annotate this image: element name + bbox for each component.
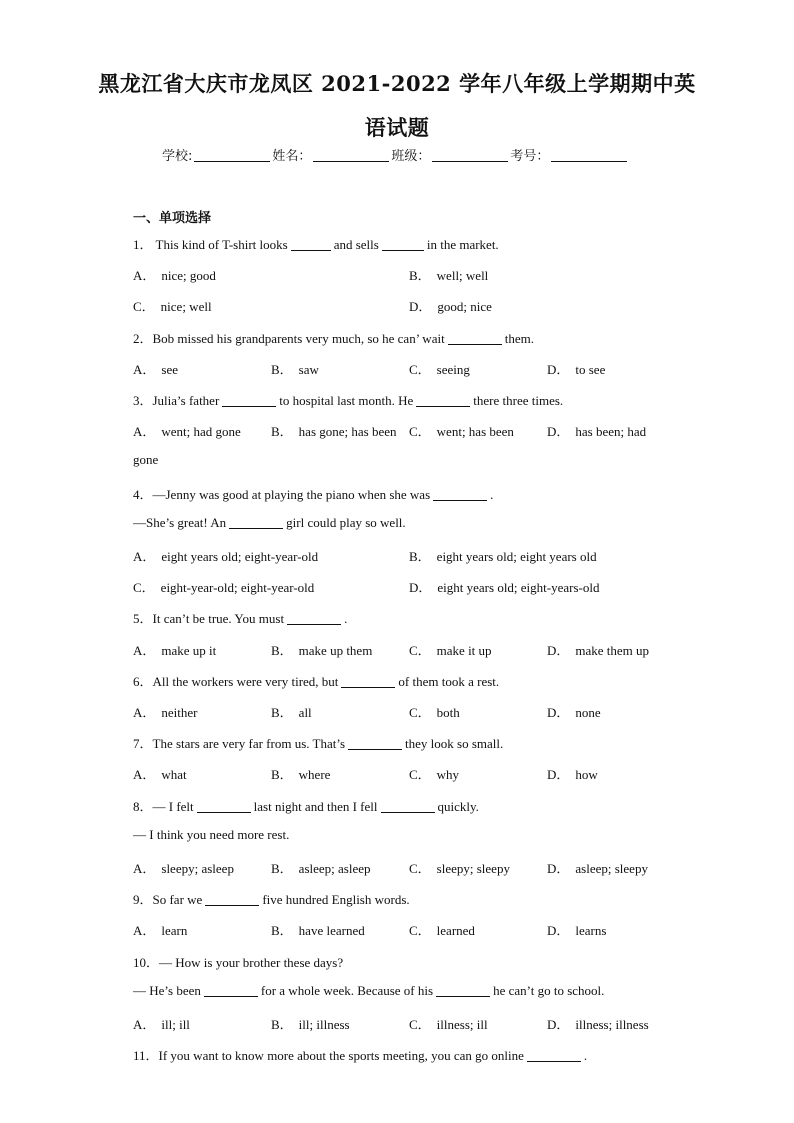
option-text: ill; ill	[161, 1017, 190, 1032]
option-text: good; nice	[437, 299, 492, 314]
question-text: 10．— How is your brother these days?	[133, 955, 344, 970]
class-blank[interactable]	[432, 147, 508, 162]
document-title-line1: 黑龙江省大庆市龙凤区 2021-2022 学年八年级上学期期中英	[98, 71, 696, 96]
option-letter: A．	[133, 705, 156, 720]
option-text: make up them	[298, 643, 373, 658]
option-a	[133, 421, 241, 440]
question-text: there three times.	[473, 393, 564, 408]
option-text: nice; good	[161, 268, 216, 283]
question-4	[133, 484, 493, 503]
option-c	[409, 858, 510, 877]
option-text: learned	[436, 923, 475, 938]
option-letter: D．	[547, 643, 570, 658]
question-text: five hundred English words.	[262, 892, 410, 907]
answer-blank	[416, 393, 470, 407]
option-c	[409, 764, 459, 783]
option-text: eight years old; eight years old	[436, 549, 597, 564]
option-text: eight years old; eight-years-old	[437, 580, 600, 595]
option-a	[133, 702, 197, 721]
option-d	[409, 577, 599, 596]
question-text: 4．—Jenny was good at playing the piano when she was	[133, 487, 431, 502]
exam-number-label: 考号：	[510, 149, 550, 164]
option-text: eight years old; eight-year-old	[161, 549, 319, 564]
option-text: how	[575, 767, 598, 782]
option-text: asleep; asleep	[298, 861, 371, 876]
option-c	[409, 920, 475, 939]
option-text: what	[161, 767, 187, 782]
answer-blank	[204, 983, 258, 997]
option-a	[133, 265, 216, 284]
option-text: nice; well	[160, 299, 212, 314]
question-text: to hospital last month. He	[279, 393, 414, 408]
option-text: went; has been	[436, 424, 514, 439]
option-letter: C．	[409, 923, 431, 938]
answer-blank	[341, 674, 395, 688]
option-a	[133, 1014, 190, 1033]
question-text: .	[490, 487, 494, 502]
option-text: none	[575, 705, 601, 720]
answer-blank	[197, 799, 251, 813]
option-b	[409, 546, 597, 565]
option-letter: A．	[133, 362, 156, 377]
option-letter: A．	[133, 424, 156, 439]
option-c	[409, 359, 470, 378]
option-a	[133, 640, 216, 659]
question-text: 3．Julia’s father	[133, 393, 220, 408]
option-d	[547, 640, 649, 659]
question-8-reply	[133, 827, 289, 843]
option-d	[547, 764, 598, 783]
option-letter: D．	[547, 705, 570, 720]
option-text: gone	[133, 452, 159, 467]
option-letter: D．	[547, 362, 570, 377]
question-4-reply	[133, 515, 406, 531]
answer-blank	[527, 1048, 581, 1062]
option-b	[271, 640, 372, 659]
name-label: 姓名：	[272, 149, 312, 164]
option-letter: D．	[547, 1017, 570, 1032]
option-letter: B．	[271, 1017, 293, 1032]
option-text: eight-year-old; eight-year-old	[160, 580, 315, 595]
question-text: — I think you need more rest.	[133, 827, 290, 842]
option-letter: C．	[409, 362, 431, 377]
question-text: quickly.	[437, 799, 479, 814]
option-text: illness; ill	[436, 1017, 488, 1032]
answer-blank	[348, 736, 402, 750]
option-letter: B．	[271, 362, 293, 377]
option-c	[133, 577, 314, 596]
name-blank[interactable]	[313, 147, 389, 162]
option-text: make it up	[436, 643, 492, 658]
option-text: where	[298, 767, 331, 782]
student-info-line	[162, 145, 629, 164]
option-b	[271, 1014, 350, 1033]
question-text: in the market.	[426, 237, 499, 252]
option-c	[409, 1014, 488, 1033]
question-text: — He’s been	[133, 983, 201, 998]
option-text: well; well	[436, 268, 489, 283]
option-wrap	[133, 452, 158, 468]
question-text: of them took a rest.	[398, 674, 500, 689]
option-c	[409, 640, 492, 659]
question-text: they look so small.	[405, 736, 504, 751]
option-letter: B．	[271, 923, 293, 938]
answer-blank	[433, 487, 487, 501]
question-text: last night and then I fell	[253, 799, 378, 814]
option-d	[409, 296, 492, 315]
answer-blank	[287, 611, 341, 625]
question-text: —She’s great! An	[133, 515, 227, 530]
option-text: make them up	[575, 643, 650, 658]
option-a	[133, 546, 318, 565]
option-letter: C．	[409, 705, 431, 720]
option-d	[547, 920, 606, 939]
option-text: sleepy; asleep	[161, 861, 234, 876]
question-text: he can’t go to school.	[493, 983, 605, 998]
option-d	[547, 858, 648, 877]
option-letter: A．	[133, 549, 156, 564]
option-letter: D．	[547, 923, 570, 938]
option-a	[133, 920, 187, 939]
option-b	[271, 359, 319, 378]
option-letter: D．	[547, 424, 570, 439]
question-text: them.	[504, 331, 534, 346]
question-text: 8．— I felt	[133, 799, 194, 814]
option-letter: A．	[133, 643, 156, 658]
question-text: 11．If you want to know more about the sports meeting, you can go online	[133, 1048, 524, 1063]
option-text: see	[161, 362, 178, 377]
option-b	[271, 858, 371, 877]
question-11	[133, 1045, 587, 1064]
school-blank[interactable]	[194, 147, 270, 162]
option-letter: C．	[409, 767, 431, 782]
option-text: has been; had	[575, 424, 647, 439]
option-c	[409, 421, 514, 440]
option-d	[547, 1014, 649, 1033]
option-letter: B．	[409, 549, 431, 564]
option-letter: C．	[133, 299, 155, 314]
option-b	[271, 702, 312, 721]
option-text: sleepy; sleepy	[436, 861, 510, 876]
option-text: learn	[161, 923, 188, 938]
option-text: make up it	[161, 643, 217, 658]
answer-blank	[229, 515, 283, 529]
option-letter: B．	[271, 705, 293, 720]
option-text: why	[436, 767, 460, 782]
option-letter: C．	[409, 861, 431, 876]
option-c	[133, 296, 212, 315]
question-text: 2．Bob missed his grandparents very much, so he can’ wait	[133, 331, 445, 346]
option-b	[271, 764, 330, 783]
question-text: girl could play so well.	[286, 515, 406, 530]
option-letter: B．	[271, 767, 293, 782]
question-text: 5．It can’t be true. You must	[133, 611, 285, 626]
option-text: seeing	[436, 362, 470, 377]
class-label: 班级：	[391, 149, 431, 164]
option-a	[133, 858, 234, 877]
exam-number-blank[interactable]	[551, 147, 627, 162]
option-letter: B．	[271, 424, 293, 439]
option-letter: B．	[271, 643, 293, 658]
question-text: 1． This kind of T-shirt looks	[133, 237, 288, 252]
option-b	[271, 421, 397, 440]
option-letter: B．	[409, 268, 431, 283]
option-letter: C．	[409, 424, 431, 439]
section-title: 一、单项选择	[133, 211, 212, 226]
option-c	[409, 702, 460, 721]
question-1	[133, 234, 499, 253]
option-letter: B．	[271, 861, 293, 876]
question-text: 6．All the workers were very tired, but	[133, 674, 339, 689]
question-text: for a whole week. Because of his	[260, 983, 434, 998]
question-text: 7．The stars are very far from us. That’s	[133, 736, 346, 751]
question-9	[133, 889, 410, 908]
answer-blank	[382, 237, 424, 251]
option-letter: D．	[547, 767, 570, 782]
option-letter: A．	[133, 767, 156, 782]
option-a	[133, 764, 187, 783]
option-letter: D．	[547, 861, 570, 876]
option-letter: D．	[409, 580, 432, 595]
option-text: illness; illness	[575, 1017, 649, 1032]
option-b	[409, 265, 488, 284]
question-text: 9．So far we	[133, 892, 203, 907]
option-letter: C．	[133, 580, 155, 595]
answer-blank	[205, 892, 259, 906]
answer-blank	[436, 983, 490, 997]
option-d	[547, 359, 605, 378]
answer-blank	[222, 393, 276, 407]
question-10-reply	[133, 983, 604, 999]
option-text: went; had gone	[161, 424, 241, 439]
question-2	[133, 328, 534, 347]
question-6	[133, 671, 499, 690]
option-text: learns	[575, 923, 607, 938]
option-text: ill; illness	[298, 1017, 350, 1032]
question-5	[133, 608, 347, 627]
school-label: 学校:	[162, 149, 193, 164]
question-7	[133, 733, 503, 752]
document-title-line2: 语试题	[364, 115, 430, 140]
option-a	[133, 359, 178, 378]
option-b	[271, 920, 365, 939]
option-letter: A．	[133, 268, 156, 283]
option-text: has gone; has been	[298, 424, 397, 439]
question-3	[133, 390, 563, 409]
option-d	[547, 702, 601, 721]
option-text: both	[436, 705, 460, 720]
option-letter: A．	[133, 1017, 156, 1032]
question-text: and sells	[333, 237, 379, 252]
option-letter: C．	[409, 643, 431, 658]
option-letter: A．	[133, 923, 156, 938]
option-letter: D．	[409, 299, 432, 314]
option-text: asleep; sleepy	[575, 861, 648, 876]
question-text: .	[583, 1048, 588, 1063]
option-text: all	[298, 705, 312, 720]
option-text: have learned	[298, 923, 365, 938]
question-text: .	[344, 611, 348, 626]
option-letter: A．	[133, 861, 156, 876]
answer-blank	[291, 237, 331, 251]
option-text: saw	[298, 362, 319, 377]
answer-blank	[381, 799, 435, 813]
option-text: neither	[161, 705, 198, 720]
question-10	[133, 952, 343, 971]
question-8	[133, 796, 479, 815]
option-letter: C．	[409, 1017, 431, 1032]
answer-blank	[448, 331, 502, 345]
option-text: to see	[575, 362, 606, 377]
option-d	[547, 421, 646, 440]
